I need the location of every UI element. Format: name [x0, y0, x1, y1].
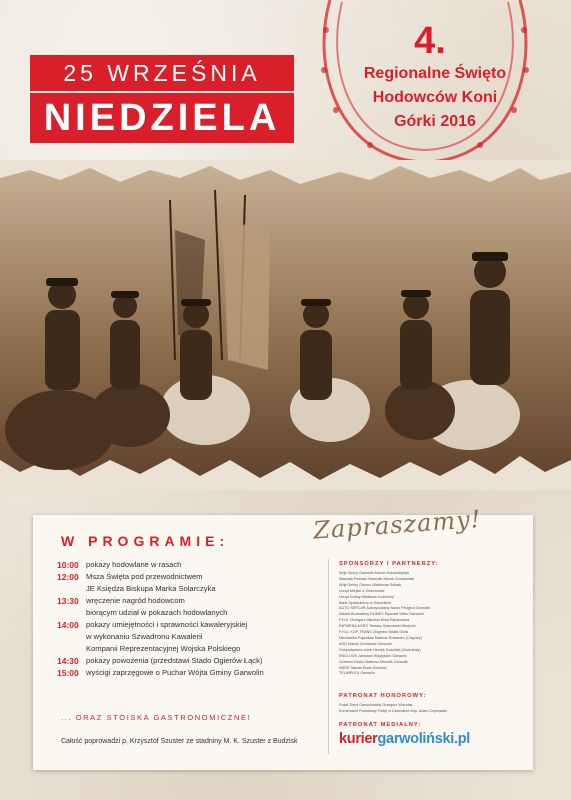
column-divider	[328, 559, 329, 754]
schedule-line: Kompanii Reprezentacyjnej Wojska Polskiego	[86, 644, 241, 653]
media-logo	[339, 731, 470, 747]
sponsor-item: Gospodarstwo rolne Henryk Sowiński (Gwiżdżały)	[339, 647, 421, 652]
schedule-line: JE Księdza Biskupa Marka Solarczyka	[86, 584, 216, 593]
schedule-line: Msza Święta pod przewodnictwem	[86, 572, 203, 581]
sponsor-item: Mechanika Pojazdów Mariusz Rosłaniec (Chęciny)	[339, 635, 422, 640]
event-number: 4.	[414, 20, 446, 62]
day-text: NIEDZIELA	[43, 96, 281, 139]
program-heading: W PROGRAMIE:	[61, 533, 230, 549]
sponsors-heading: SPONSORZY I PARTNERZY:	[339, 561, 439, 567]
date-text: 25 WRZEŚNIA	[63, 59, 261, 86]
sponsor-item: F.H.U. Grzegorz Mikulski Wola Rębkowska	[339, 618, 410, 623]
schedule-time: 10:00	[57, 560, 79, 570]
date-banner	[30, 55, 294, 91]
invite-script: Zapraszamy!	[312, 504, 483, 545]
schedule-text	[86, 595, 227, 619]
schedule-text	[86, 619, 247, 655]
event-title-line: Górki 2016	[394, 113, 476, 130]
sponsor-item: AUTO SERCAR Autoryzowany Salon Peugeot Garwolin	[339, 606, 431, 611]
sponsor-item: TELIMPLEX Garwolin	[339, 671, 375, 676]
schedule-text	[86, 667, 264, 679]
schedule-time: 14:30	[57, 656, 79, 666]
schedule-line: pokazy hodowlane w rasach	[86, 560, 182, 569]
program-card	[33, 504, 533, 770]
patronage-list	[339, 702, 524, 714]
event-title	[330, 62, 540, 134]
schedule-line: pokazy umiejętności i sprawności kawaleryjskiej	[86, 620, 248, 629]
sponsor-item: Urząd Gminy Miastków Kościelny	[339, 594, 394, 599]
schedule-time: 12:00	[57, 572, 79, 582]
schedule-line: wyścigi zaprzęgowe o Puchar Wójta Gminy Garwolin	[86, 668, 264, 677]
cavalry-photo	[0, 160, 571, 490]
patronage-heading: PATRONAT HONOROWY:	[339, 693, 427, 699]
sponsor-item: Zakład Budowlany DOMEX Ryszard Witko Garwolin	[339, 612, 425, 617]
media-logo-part: garwoliński.pl	[377, 731, 470, 747]
sponsor-item: AGD Marcin Domański Garwolin	[339, 641, 393, 646]
schedule-item	[57, 559, 307, 571]
schedule-time: 15:00	[57, 668, 79, 678]
food-stands-note: ... ORAZ STOISKA GASTRONOMICZNE!	[61, 713, 252, 722]
patron-item: Komendant Powiatowy Policji w Garwolinie insp. Adam Czyżewski	[339, 709, 448, 713]
sponsor-item: F.H.U. KOP-TRANS Zbigniew Malak Górki	[339, 630, 409, 635]
event-title-line: Hodowców Koni	[372, 89, 498, 106]
schedule-line: biorącym udział w pokazach hodowlanych	[86, 608, 228, 617]
sponsor-item: ENDLOOK Jarosław Wojdyszko Garwolin	[339, 653, 407, 658]
media-logo-part: kurier	[339, 731, 378, 747]
schedule-text	[86, 559, 181, 571]
event-title-line: Regionalne Święto	[363, 65, 507, 82]
schedule-time: 13:30	[57, 596, 79, 606]
schedule-item	[57, 619, 307, 655]
sponsor-item: Urząd Miejski w Żelechowie	[339, 588, 385, 593]
sponsor-list	[339, 571, 524, 677]
schedule-item	[57, 655, 307, 667]
patron-item: Poseł Ziemi Garwolińskiej Grzegorz Woźniak	[339, 703, 413, 707]
day-banner	[30, 93, 294, 143]
schedule-line: wręczenie nagród hodowcom	[86, 596, 185, 605]
schedule-item	[57, 571, 307, 595]
sponsor-item: Wójt Gminy Górzno Waldemar Sobiak	[339, 582, 402, 587]
schedule-item	[57, 595, 307, 619]
host-note: Całość poprowadzi p. Krzysztof Szuster ze stadniny M. K. Szuster z Budzisk	[61, 738, 298, 745]
schedule-list	[57, 559, 307, 679]
sponsor-item: NSSE Tatrzań Budo Sokołów	[339, 665, 387, 670]
schedule-text	[86, 571, 216, 595]
schedule-line: w wykonaniu Szwadronu Kawalerii	[86, 632, 203, 641]
schedule-item	[57, 667, 307, 679]
schedule-text	[86, 655, 262, 667]
schedule-time: 14:00	[57, 620, 79, 630]
sponsor-item: Starosta Powiatu Garwolin Marek Chciałowski	[339, 576, 415, 581]
sponsor-item: RATMENA AGRO Tomasz Sosnowski Wodynie	[339, 624, 416, 629]
sponsor-item: Centrum Druku Mateusz Mołodik Garwolin	[339, 659, 409, 664]
media-heading: PATRONAT MEDIALNY:	[339, 722, 422, 728]
sponsor-item: Wójt Gminy Garwolin Marcin Kołodziejczyk	[339, 571, 410, 575]
schedule-line: pokazy powożenia (przedstawi Stado Ogierów Łąck)	[86, 656, 263, 665]
sponsor-item: Bank Spółdzielczy w Garwolinie	[339, 600, 392, 605]
cavalry-illustration	[0, 160, 571, 490]
